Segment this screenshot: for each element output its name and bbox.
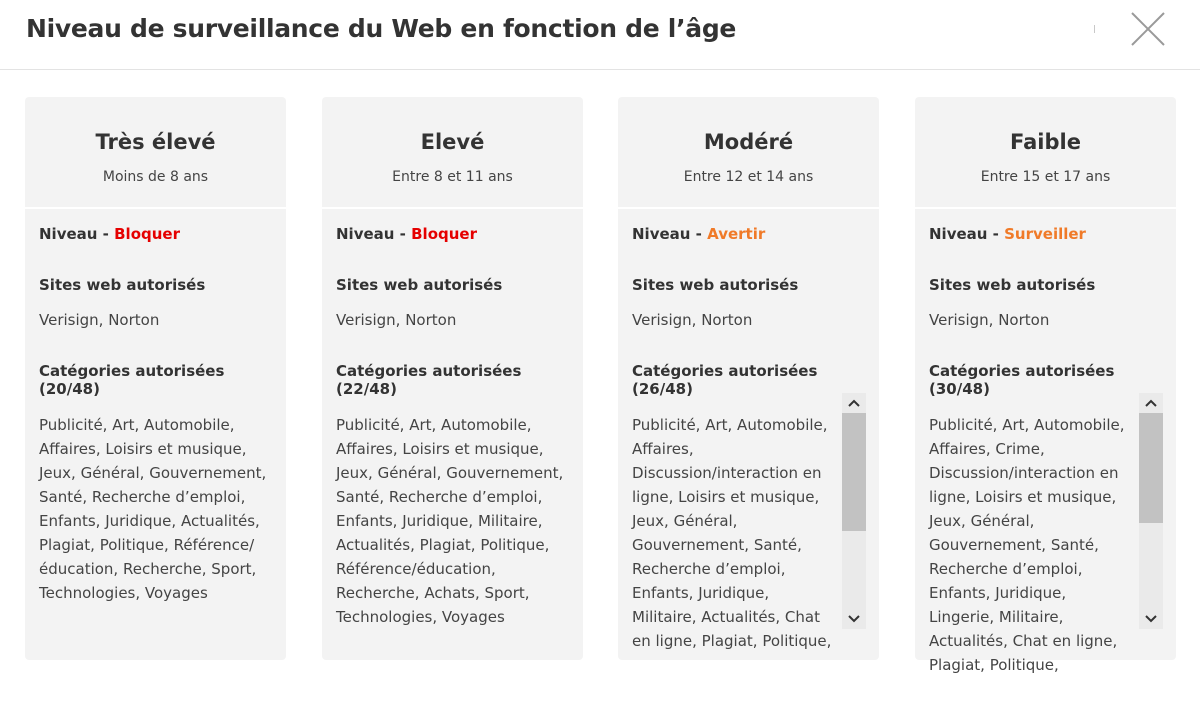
level-value: Avertir xyxy=(707,225,766,243)
sites-heading: Sites web autorisés xyxy=(336,276,503,294)
card-header xyxy=(618,97,879,209)
categories-scrollbar[interactable] xyxy=(1139,393,1163,629)
sites-heading: Sites web autorisés xyxy=(632,276,799,294)
card-body xyxy=(915,209,1176,674)
card-header xyxy=(322,97,583,209)
categories-scrollbar[interactable] xyxy=(842,393,866,629)
categories-list: Publicité, Art, Automobile, Affaires, Crime, Discussion/interaction en ligne, Loisirs et musique, Jeux, Général, Gouvernement, Santé, Recherche d’emploi, Enfants, Juridique, Lingerie, Militaire, Actualités, Chat en ligne, Plagiat, Politique, xyxy=(929,416,1125,674)
header-divider xyxy=(1094,25,1095,33)
card-body xyxy=(25,209,286,605)
scroll-up-button[interactable] xyxy=(842,393,866,413)
level-line xyxy=(39,225,272,243)
level-line xyxy=(632,225,865,243)
scrollbar-thumb[interactable] xyxy=(842,413,866,531)
sites-list: Verisign, Norton xyxy=(929,311,1050,329)
close-button[interactable] xyxy=(1126,7,1170,51)
chevron-down-icon xyxy=(847,614,861,624)
level-label: Niveau - xyxy=(39,225,115,243)
close-icon xyxy=(1126,7,1170,51)
sites-heading: Sites web autorisés xyxy=(39,276,206,294)
age-card-high xyxy=(322,97,583,660)
card-header xyxy=(25,97,286,209)
categories-heading: Catégories autorisées (22/48) xyxy=(336,362,522,398)
level-label: Niveau - xyxy=(632,225,708,243)
card-title: Elevé xyxy=(420,130,485,154)
dialog-header xyxy=(0,0,1200,70)
level-label: Niveau - xyxy=(336,225,412,243)
scroll-down-button[interactable] xyxy=(842,609,866,629)
card-title: Très élevé xyxy=(95,130,216,154)
card-age-range: Entre 8 et 11 ans xyxy=(392,169,513,185)
categories-heading: Catégories autorisées (26/48) xyxy=(632,362,818,398)
card-header xyxy=(915,97,1176,209)
chevron-up-icon xyxy=(1144,398,1158,408)
dialog-title: Niveau de surveillance du Web en fonction de l’âge xyxy=(26,14,737,43)
age-card-low xyxy=(915,97,1176,674)
level-label: Niveau - xyxy=(929,225,1005,243)
card-age-range: Entre 12 et 14 ans xyxy=(683,169,814,185)
age-card-very-high xyxy=(25,97,286,660)
level-value: Surveiller xyxy=(1004,225,1086,243)
scroll-down-button[interactable] xyxy=(1139,609,1163,629)
card-age-range: Moins de 8 ans xyxy=(102,169,209,185)
age-card-moderate xyxy=(618,97,879,660)
card-title: Modéré xyxy=(703,130,794,154)
scrollbar-thumb[interactable] xyxy=(1139,413,1163,523)
chevron-up-icon xyxy=(847,398,861,408)
sites-heading: Sites web autorisés xyxy=(929,276,1096,294)
card-age-range: Entre 15 et 17 ans xyxy=(980,169,1111,185)
level-line xyxy=(336,225,569,243)
scroll-up-button[interactable] xyxy=(1139,393,1163,413)
level-value: Bloquer xyxy=(411,225,477,243)
categories-list: Publicité, Art, Automobile, Affaires, Loisirs et musique, Jeux, Général, Gouvernement, Santé, Recherche d’emploi, Enfants, Juridique, Actualités, Plagiat, Politique, Référence/éducation, Recherche, Sport, Technologies, Voyages xyxy=(39,416,267,602)
categories-heading: Catégories autorisées (20/48) xyxy=(39,362,225,398)
categories-list: Publicité, Art, Automobile, Affaires, Loisirs et musique, Jeux, Général, Gouvernement, Santé, Recherche d’emploi, Enfants, Juridique, Militaire, Actualités, Plagiat, Politique, Référence/éducation, Recherche, Achats, Sport, Technologies, Voyages xyxy=(336,416,564,626)
card-title: Faible xyxy=(1010,130,1081,154)
card-body xyxy=(322,209,583,629)
level-line xyxy=(929,225,1162,243)
categories-heading: Catégories autorisées (30/48) xyxy=(929,362,1115,398)
level-value: Bloquer xyxy=(114,225,180,243)
sites-list: Verisign, Norton xyxy=(336,311,457,329)
categories-list: Publicité, Art, Automobile, Affaires, Discussion/interaction en ligne, Loisirs et musique, Jeux, Général, Gouvernement, Santé, Recherche d’emploi, Enfants, Juridique, Militaire, Actualités, Chat en ligne, Plagiat, Politique, xyxy=(632,416,832,650)
card-body xyxy=(618,209,879,648)
sites-list: Verisign, Norton xyxy=(632,311,753,329)
chevron-down-icon xyxy=(1144,614,1158,624)
sites-list: Verisign, Norton xyxy=(39,311,160,329)
